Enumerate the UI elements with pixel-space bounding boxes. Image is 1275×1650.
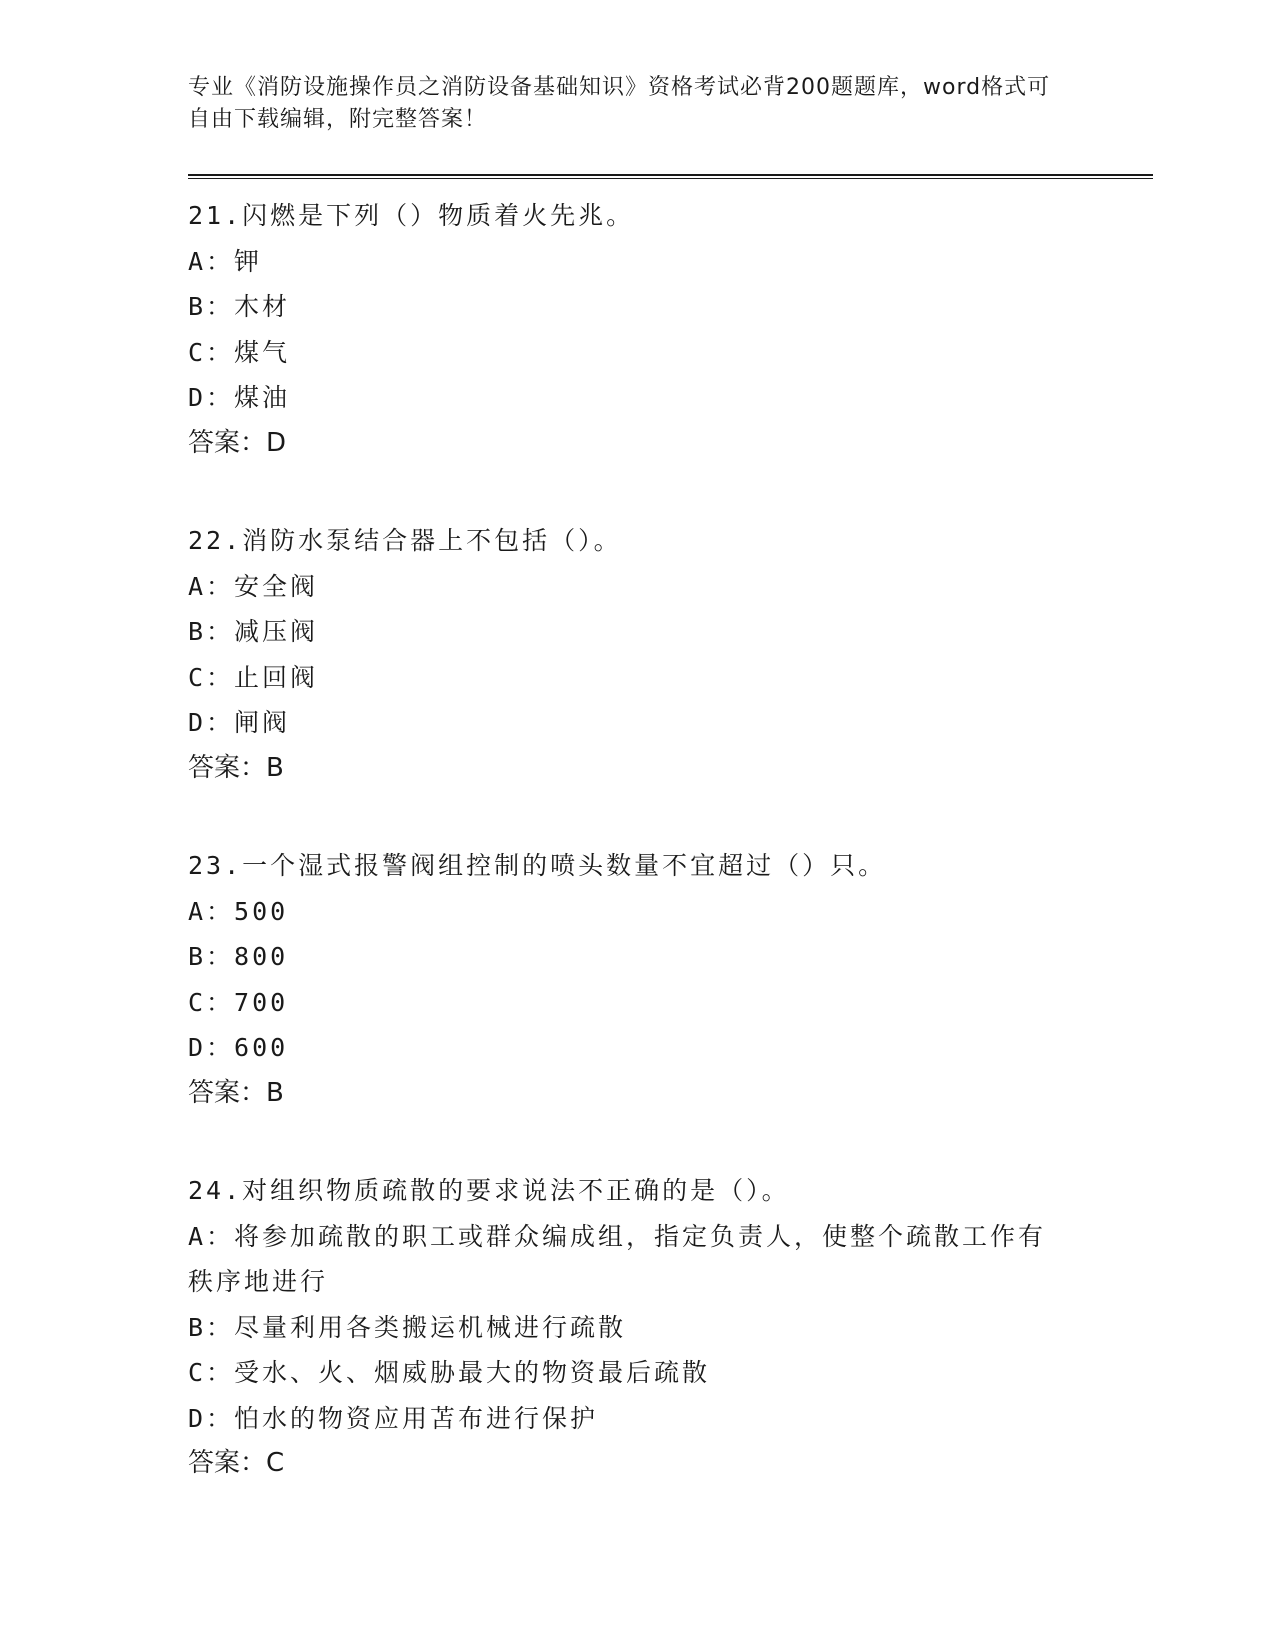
answer-line: 答案：B — [188, 752, 284, 783]
header-divider — [188, 174, 1153, 179]
option-c: C：受水、火、烟威胁最大的物资最后疏散 — [188, 1358, 711, 1387]
question-stem: 21.闪燃是下列（）物质着火先兆。 — [188, 201, 635, 230]
option-c: C：煤气 — [188, 337, 291, 367]
answer-line: 答案：B — [188, 1077, 284, 1108]
option-b: B：800 — [188, 942, 289, 971]
option-d: D：600 — [188, 1033, 289, 1062]
option-c: C：止回阀 — [188, 662, 319, 692]
option-a: A：将参加疏散的职工或群众编成组，指定负责人，使整个疏散工作有秩序地进行 — [188, 1221, 1047, 1296]
option-b: B：减压阀 — [188, 617, 319, 646]
question-stem: 24.对组织物质疏散的要求说法不正确的是（）。 — [188, 1176, 790, 1205]
question-22 — [188, 518, 1153, 791]
option-a: A：安全阀 — [188, 571, 319, 601]
option-c: C：700 — [188, 987, 289, 1017]
question-24 — [188, 1168, 1153, 1487]
option-a: A：钾 — [188, 246, 263, 276]
document-page — [188, 72, 1153, 1487]
question-stem: 23.一个湿式报警阀组控制的喷头数量不宜超过（）只。 — [188, 851, 887, 880]
option-d: D：闸阀 — [188, 708, 291, 737]
question-stem: 22.消防水泵结合器上不包括（）。 — [188, 526, 622, 555]
question-23 — [188, 843, 1153, 1116]
option-d: D：煤油 — [188, 383, 291, 412]
answer-line: 答案：C — [188, 1448, 285, 1478]
option-b: B：尽量利用各类搬运机械进行疏散 — [188, 1312, 627, 1342]
question-21 — [188, 193, 1153, 466]
document-header: 专业《消防设施操作员之消防设备基础知识》资格考试必背200题题库，word格式可自由下载编辑，附完整答案！ — [188, 75, 1051, 132]
answer-line: 答案：D — [188, 427, 287, 458]
option-a: A：500 — [188, 896, 289, 926]
option-d: D：怕水的物资应用苫布进行保护 — [188, 1403, 599, 1433]
option-b: B：木材 — [188, 292, 291, 321]
